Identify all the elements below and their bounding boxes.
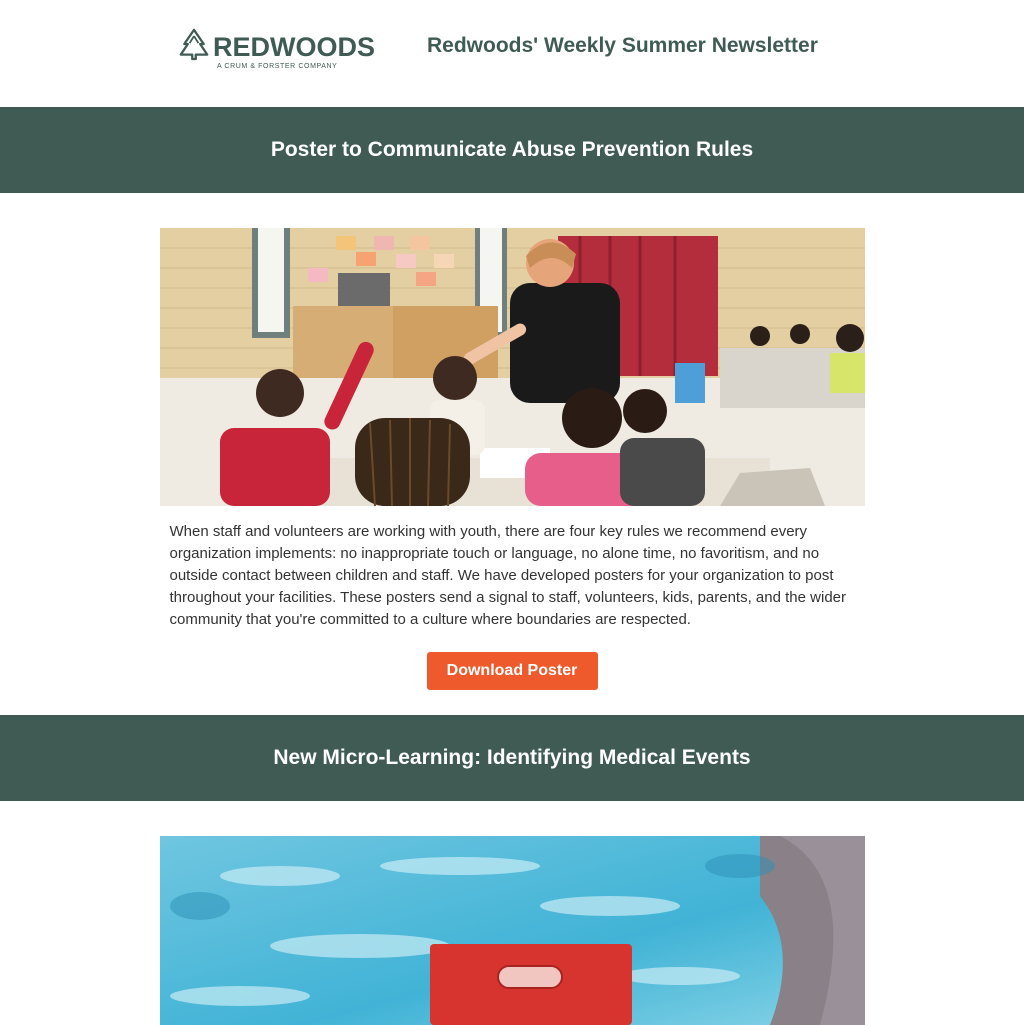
tree-icon <box>179 26 209 62</box>
newsletter-title: Redwoods' Weekly Summer Newsletter <box>427 34 818 57</box>
logo-tagline: A CRUM & FORSTER COMPANY <box>217 63 338 70</box>
section-poster <box>160 228 865 715</box>
section-heading-poster: Poster to Communicate Abuse Prevention Rules <box>0 107 1024 193</box>
poster-description: When staff and volunteers are working with youth, there are four key rules we recommend every organization implements: no inappropriate touch or language, no alone time, no favoritism, and no outside contact between children and staff. We have developed posters for your organization to post throughout your facilities. These posters send a signal to staff, volunteers, kids, parents, and the wider community that you're committed to a culture where boundaries are respected. <box>169 523 846 628</box>
section-micro-learning <box>160 836 865 1025</box>
classroom-photo <box>160 228 865 506</box>
download-poster-button[interactable]: Download Poster <box>427 652 598 690</box>
logo-wordmark: REDWOODS <box>213 32 375 62</box>
newsletter-header <box>0 0 1024 107</box>
pool-photo <box>160 836 865 1025</box>
section-heading-micro-learning: New Micro-Learning: Identifying Medical Events <box>0 715 1024 801</box>
redwoods-logo[interactable] <box>179 24 375 74</box>
